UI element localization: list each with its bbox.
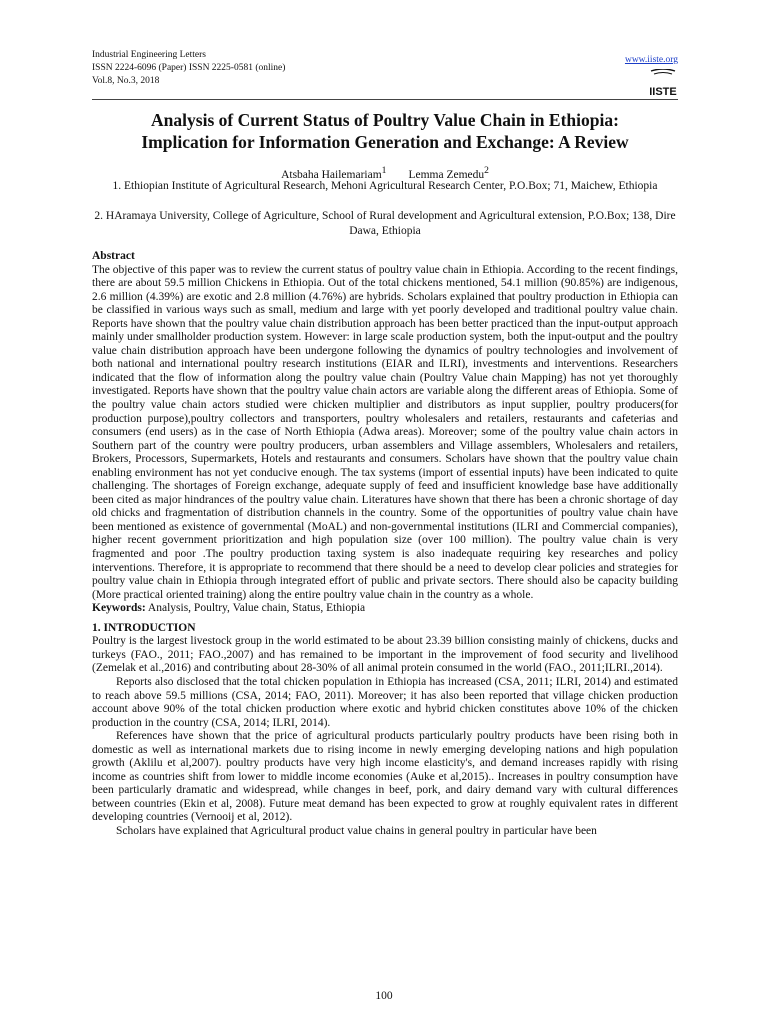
intro-paragraph-2: Reports also disclosed that the total chicken population in Ethiopia has increased (CSA, 2011; ILRI, 2014) and estimated to reach above 59.5 millions (CSA, 2014; FAO, 2011). Moreover; it has also been reported that village chicken production account above 90% of the total chicken production where exotic and hybrid chicken constitutes above 10% of the chicken production in the country (CSA, 2014; ILRI, 2014). bbox=[92, 675, 678, 729]
abstract-heading: Abstract bbox=[92, 250, 135, 262]
page-number: 100 bbox=[375, 990, 393, 1002]
header-rule bbox=[92, 99, 678, 100]
keywords bbox=[92, 602, 678, 616]
keywords-text: Analysis, Poultry, Value chain, Status, Ethiopia bbox=[147, 602, 366, 615]
author-1-affil-marker: 1 bbox=[381, 165, 387, 176]
intro-paragraph-4: Scholars have explained that Agricultural product value chains in general poultry in particular have been bbox=[116, 824, 597, 837]
paper-body bbox=[92, 250, 678, 839]
author-2-affil-marker: 2 bbox=[484, 165, 489, 176]
journal-header-right bbox=[625, 49, 678, 99]
journal-issn: ISSN 2224-6096 (Paper) ISSN 2225-0581 (online) bbox=[92, 63, 286, 73]
title-line-1: Analysis of Current Status of Poultry Value Chain in Ethiopia: bbox=[151, 110, 619, 130]
journal-info bbox=[92, 49, 678, 88]
journal-name: Industrial Engineering Letters bbox=[92, 50, 206, 60]
paper-title bbox=[92, 109, 678, 153]
author-2: Lemma Zemedu bbox=[408, 168, 485, 181]
abstract-text: The objective of this paper was to review the current status of poultry value chain in Ethiopia. According to the recent findings, there are about 59.5 million Chickens in Ethiopia. Out of the total chickens mentioned, 54.1 million (90.85%) are indigenous, 2.6 million (4.39%) are exotic and 2.8 million (4.76%) are hybrids. Scholars explained that poultry production in Ethiopia can be classified in various ways such as small, medium and large with yet poorly developed and traditional poultry value chain. Reports have shown that the poultry value chain distribution approach has been better practiced than the input-output approach mainly under smallholder production system. However: in large scale production system, both the input-output and the poultry value chain distribution approach have been undergone following the dynamics of poultry technologies and involvement of both national and international poultry research institutions (EIAR and ILRI), investments and interventions. Researchers indicated that the flow of information along the poultry value chain (Poultry Value chain Mapping) has not yet thoroughly investigated. Reports have shown that the poultry value chain actors are variable along the different areas of Ethiopia. Some of the poultry value chain actors studied were chicken multiplier and distributors as input supplier, poultry producers(for production purpose),poultry collectors and transporters, poultry wholesalers and retailers, restaurants and cafeterias and consumers (end users) as in the case of North Ethiopia (Adwa areas). Moreover; some of the poultry value chain actors in Southern part of the country were poultry producers, urban assemblers and Village assemblers, Wholesalers and retailers, Brokers, Processors, Supermarkets, Hotels and restaurants and consumers. Scholars have shown that the poultry value chain enabling environment has not yet conducive enough. The tax systems (import of essential inputs) have been indicated to quite challenging. The shortages of Foreign exchange, adequate supply of feed and insufficient knowledge base have additionally been cited as major hindrances of the poultry value chain. Literatures have shown that there has been a chronic shortage of day old chicks and fragmentation of distribution channels in the country. Some of the opportunities of poultry value chain have been mentioned as existence of governmental (MoAL) and non-governmental institutions (ILRI and Commercial companies), higher recent government prioritization and high population size (over 100 million). The poultry value chain is very fragmented and poor .The poultry production taxing system is also inadequate requiring key researches and policy interventions. Therefore, it is appropriate to recommend that there should be a need to develop clear policies and strategies for poultry value chain in Ethiopia through integrated effort of public and private sectors. There should also be capacity building (More practical oriented training) along the entire poultry value chain in the country as a whole. bbox=[92, 263, 679, 601]
title-line-2: Implication for Information Generation and Exchange: A Review bbox=[141, 132, 629, 152]
svg-text:IISTE: IISTE bbox=[649, 86, 677, 98]
keywords-label: Keywords: bbox=[92, 602, 146, 615]
section-heading-introduction: 1. INTRODUCTION bbox=[92, 621, 196, 634]
intro-paragraph-3: References have shown that the price of agricultural products particularly poultry products have been rising both in domestic as well as international markets due to rising income in newly emerging developing nations and high population growth (Aklilu et al,2007). poultry products have very high income elasticity's, and demand increases rapidly with rising income as countries shift from lower to middle income economies (Auke et al,2015).. Increases in poultry consumption have been particularly dramatic and widespread, while changes in beef, pork, and dairy demand vary with cultural differences between countries (Ekin et al, 2008). Future meat demand has been expected to grow at roughly equivalent rates in different developing countries (Vernooij et al, 2012). bbox=[92, 730, 678, 824]
iiste-logo-icon bbox=[648, 69, 678, 99]
affiliation-2: 2. HAramaya University, College of Agriculture, School of Rural development and Agricultural extension, P.O.Box; 138, Dire Dawa, Ethiopia bbox=[94, 210, 676, 237]
affiliation-1: 1. Ethiopian Institute of Agricultural Research, Mehoni Agricultural Research Center, P.O.Box; 71, Maichew, Ethiopia bbox=[112, 180, 658, 192]
intro-paragraph-1: Poultry is the largest livestock group in the world estimated to be about 23.39 billion consisting mainly of chickens, ducks and turkeys (FAO., 2011; FAO.,2007) and has remained to be important in the improvement of food security and livelihood (Zemelak et al.,2016) and contributing about 28-30% of all animal protein consumed in the world (FAO., 2011;ILRI.,2014). bbox=[92, 635, 678, 675]
journal-header bbox=[92, 49, 678, 97]
journal-url-link[interactable]: www.iiste.org bbox=[624, 55, 678, 65]
author-1: Atsbaha Hailemariam bbox=[281, 168, 382, 181]
journal-volume: Vol.8, No.3, 2018 bbox=[92, 76, 160, 86]
